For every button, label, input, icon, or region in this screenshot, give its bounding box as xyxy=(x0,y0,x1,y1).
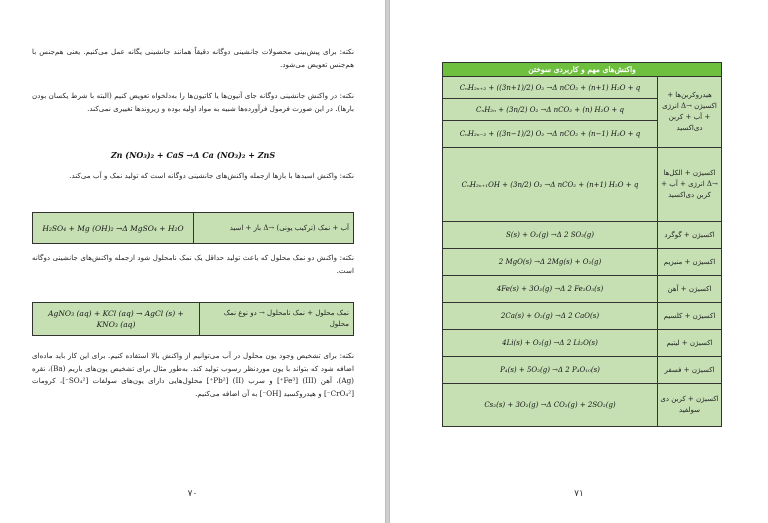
salt-salt-box xyxy=(32,302,354,336)
label-lithium: اکسیژن + لیتیم xyxy=(658,330,721,357)
group-lithium xyxy=(443,330,721,357)
label-sulfur: اکسیژن + گوگرد xyxy=(658,222,721,249)
table-row-eq: CₙH₂ₙ + (3n/2) O₂ →Δ nCO₂ + (n) H₂O + q xyxy=(443,99,657,121)
label-iron: اکسیژن + آهن xyxy=(658,276,721,303)
note-paragraph-4: نکته: واکنش دو نمک محلول که باعث تولید حداقل یک نمک نامحلول شود ازجمله واکنش‌های جانشینی دوگانه است. xyxy=(32,253,354,275)
label-hydrocarbons: هیدروکربن‌ها + اکسیژن →Δ انرژی + آب + کربن دی‌اکسید xyxy=(658,77,721,148)
note-paragraph-5: نکته: برای تشخیص وجود یون محلول در آب می‌توانیم از واکنش بالا استفاده کنیم. برای این کار باید ماده‌ای اضافه شود که بتواند با یون موردنظر رسوب تولید کند. به‌طور مثال برای تشخیص یون‌های باریم (Ba)، نقره (Ag)، آهن (III) [Fe³⁺] و سرب (II) [Pb²⁺] محلول‌هایی دارای یون‌های سولفات [SO₄²⁻]، کرومات [CrO₄²⁻] و هیدروکسید [OH⁻] به آن اضافه می‌کنیم. xyxy=(32,351,354,398)
group-hydrocarbons xyxy=(443,77,721,148)
right-page xyxy=(389,0,768,523)
group-sulfur xyxy=(443,222,721,249)
label-calcium: اکسیژن + کلسیم xyxy=(658,303,721,330)
table-row-eq: 2Ca(s) + O₂(g) →Δ 2 CaO(s) xyxy=(443,303,657,330)
silver-nitrate-equation: AgNO₃ (aq) + KCl (aq) → AgCl (s) + KNO₃ (aq) xyxy=(48,309,184,329)
group-magnesium xyxy=(443,249,721,276)
table-row-eq: CₙH₂ₙ₊₂ + ((3n+1)/2) O₂ →Δ nCO₂ + (n+1) H₂O + q xyxy=(443,77,657,99)
label-magnesium: اکسیژن + منیزیم xyxy=(658,249,721,276)
table-row-eq: 4Li(s) + O₂(g) →Δ 2 Li₂O(s) xyxy=(443,330,657,357)
table-row-eq: 2 MgO(s) →Δ 2Mg(s) + O₂(g) xyxy=(443,249,657,276)
table-row-eq: P₄(s) + 5O₂(g) →Δ 2 P₄O₁₀(s) xyxy=(443,357,657,384)
table-title: واکنش‌های مهم و کاربردی سوختن xyxy=(443,63,721,77)
group-carbon-disulfide xyxy=(443,384,721,426)
group-calcium xyxy=(443,303,721,330)
table-row-eq: 4Fe(s) + 3O₂(g) →Δ 2 Fe₂O₃(s) xyxy=(443,276,657,303)
note-paragraph-1: نکته: برای پیش‌بینی محصولات جانشینی دوگانه دقیقاً همانند جانشینی یگانه عمل می‌کنیم. یعنی هم‌جنس با هم‌جنس تعویض می‌شود. xyxy=(32,47,354,69)
acid-base-rule: آب + نمک (ترکیب یونی) →Δ باز + اسید xyxy=(193,213,353,243)
note-paragraph-2: نکته: در واکنش جانشینی دوگانه جای آنیون‌ها یا کاتیون‌ها را به‌دلخواه تعویض کنیم (البته با شرط یکسان بودن بارها). در این صورت فرمول فرآورده‌ها شبیه به مواد اولیه بوده و زیروندها تغییری نمی‌کند. xyxy=(32,91,354,113)
group-iron xyxy=(443,276,721,303)
page-number-left: ۷۰ xyxy=(187,489,198,499)
salt-salt-rule: نمک محلول + نمک نامحلول → دو نوع نمک محلول xyxy=(199,303,353,335)
table-row-eq: S(s) + O₂(g) →Δ 2 SO₂(g) xyxy=(443,222,657,249)
note-paragraph-3: نکته: واکنش اسیدها با بازها ازجمله واکنش‌های جانشینی دوگانه است که تولید نمک و آب می‌کند. xyxy=(69,171,354,180)
label-phosphorus: اکسیژن + فسفر xyxy=(658,357,721,384)
group-alcohols xyxy=(443,148,721,222)
equation-zinc-nitrate: Zn (NO₃)₂ + CaS →Δ Ca (NO₃)₂ + ZnS xyxy=(110,150,276,160)
combustion-table xyxy=(442,62,722,427)
group-phosphorus xyxy=(443,357,721,384)
acid-base-equation: H₂SO₄ + Mg (OH)₂ →Δ MgSO₄ + H₂O xyxy=(42,223,184,233)
label-alcohols: اکسیژن + الکل‌ها →Δ انرژی + آب + کربن دی‌اکسید xyxy=(658,148,721,222)
page-number-right: ۷۱ xyxy=(574,489,584,499)
label-carbon-disulfide: اکسیژن + کربن دی سولفید xyxy=(658,384,721,426)
table-row-eq: Cs₂(s) + 3O₂(g) →Δ CO₂(g) + 2SO₂(g) xyxy=(443,384,657,426)
acid-base-box xyxy=(32,212,354,244)
table-row-eq: CₙH₂ₙ₋₂ + ((3n−1)/2) O₂ →Δ nCO₂ + (n−1) H₂O + q xyxy=(443,121,657,148)
table-row-eq: CₙH₂ₙ₊₁OH + (3n/2) O₂ →Δ nCO₂ + (n+1) H₂O + q xyxy=(443,148,657,222)
